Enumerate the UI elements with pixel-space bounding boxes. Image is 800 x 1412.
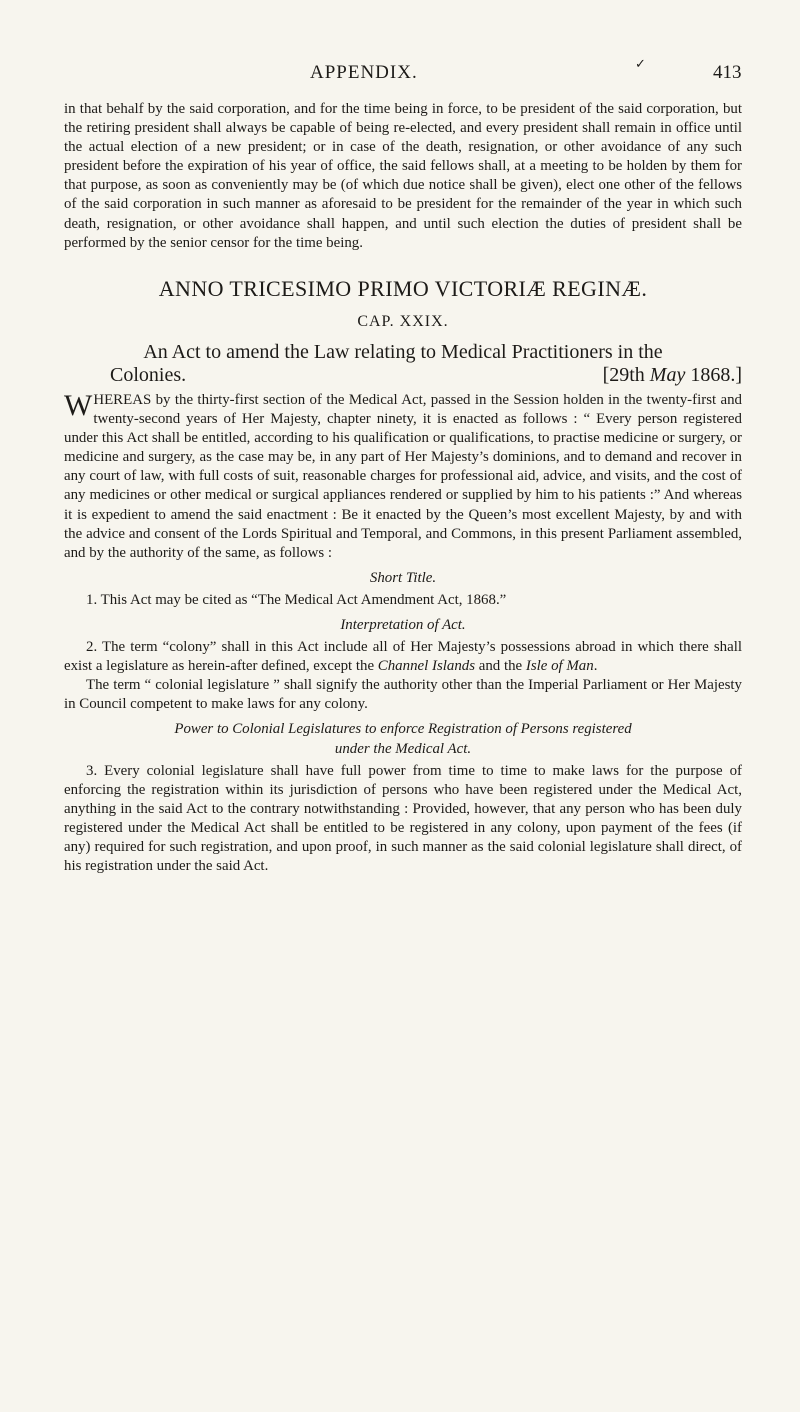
act-title-line2 <box>64 364 742 387</box>
act-title-colonies: Colonies. <box>110 363 187 386</box>
section-1: 1. This Act may be cited as “The Medical Act Amendment Act, 1868.” <box>86 591 507 608</box>
section-2-text-a: 2. The term “colony” shall in this Act include all of Her Majesty’s possessions abroad in which there shall exist a legislature as herein-after defined, except the <box>64 639 742 675</box>
page-body <box>64 100 742 876</box>
act-title <box>64 341 742 387</box>
page-header <box>0 56 800 92</box>
regnal-heading: ANNO TRICESIMO PRIMO VICTORIÆ REGINÆ. <box>158 275 648 301</box>
section-3: 3. Every colonial legislature shall have full power from time to time to make laws for the purpose of enforcing the registration within its jurisdiction of persons who have been registered under the Medical Act, anything in the said Act to the contrary notwithstanding : Provided, however, that any person who has been duly registered under the Medical Act shall be entitled to be registered in any colony, upon payment of the fees (if any) required for such registration, and upon proof, in such manner as the said colonial legislature shall direct, of his registration under the said Act. <box>64 762 742 875</box>
interpretation-heading: Interpretation of Act. <box>340 616 466 633</box>
act-title-line1: An Act to amend the Law relating to Medical Practitioners in the <box>143 340 663 363</box>
section-2-text-c: . <box>593 658 598 675</box>
act-date-close: 1868.] <box>685 363 742 386</box>
isle-of-man: Isle of Man <box>525 658 594 675</box>
power-heading-line2: under the Medical Act. <box>334 740 472 757</box>
power-heading-line1: Power to Colonial Legislatures to enforce Registration of Persons registered <box>174 721 632 738</box>
drop-cap: W <box>64 388 93 422</box>
running-head: APPENDIX. <box>310 62 418 83</box>
short-title-heading: Short Title. <box>369 569 437 586</box>
channel-islands: Channel Islands <box>377 658 476 675</box>
act-date-month: May <box>649 363 686 386</box>
chapter-heading: CAP. XXIX. <box>357 312 449 330</box>
continued-paragraph: in that behalf by the said corporation, and for the time being in force, to be president of the said corporation, but the retiring president shall always be capable of being re-elected, and every president shall remain in office until the actual election of a new president; or in case of the death, resignation, or other avoidance of any such president before the expiration of his year of office, the said fellows shall, at a meeting to be holden by them for that purpose, as soon as conveniently may be (of which due notice shall be given), elect one other of the fellows of the said corporation in such manner as aforesaid to be president for the remainder of the year in which such death, resignation, or other avoidance shall happen, and until such election the duties of president shall be performed by the senior censor for the time being. <box>64 101 742 251</box>
page-number: 413 <box>713 62 742 83</box>
pencil-mark: ✓ <box>635 56 646 71</box>
section-2-text-b: and the <box>475 658 526 675</box>
act-date-open: [29th <box>602 363 650 386</box>
preamble-text: HEREAS by the thirty-first section of the Medical Act, passed in the Session holden in the twenty-first and twenty-second years of Her Majesty, chapter ninety, it is enacted as follows : “ Every person registered under this Act shall be entitled, according to his qualification or qualifications, to practise medicine or surgery, or medicine and surgery, as the case may be, in any part of Her Majesty’s dominions, and to demand and recover in any court of law, with full costs of suit, reasonable charges for professional aid, advice, and visits, and the cost of any medicines or other medical or surgical appliances rendered or supplied by him to his patients :” And whereas it is expedient to amend the said enactment : Be it enacted by the Queen’s most excellent Majesty, by and with the advice and consent of the Lords Spiritual and Temporal, and Commons, in this present Parliament assembled, and by the authority of the same, as follows : <box>64 391 742 561</box>
section-2 <box>64 638 742 676</box>
section-2-colonial-legislature: The term “ colonial legislature ” shall signify the authority other than the Imperial Parliament or Her Majesty in Council competent to make laws for any colony. <box>64 677 742 713</box>
power-heading <box>64 720 742 758</box>
act-date <box>603 364 742 387</box>
preamble <box>64 388 742 563</box>
